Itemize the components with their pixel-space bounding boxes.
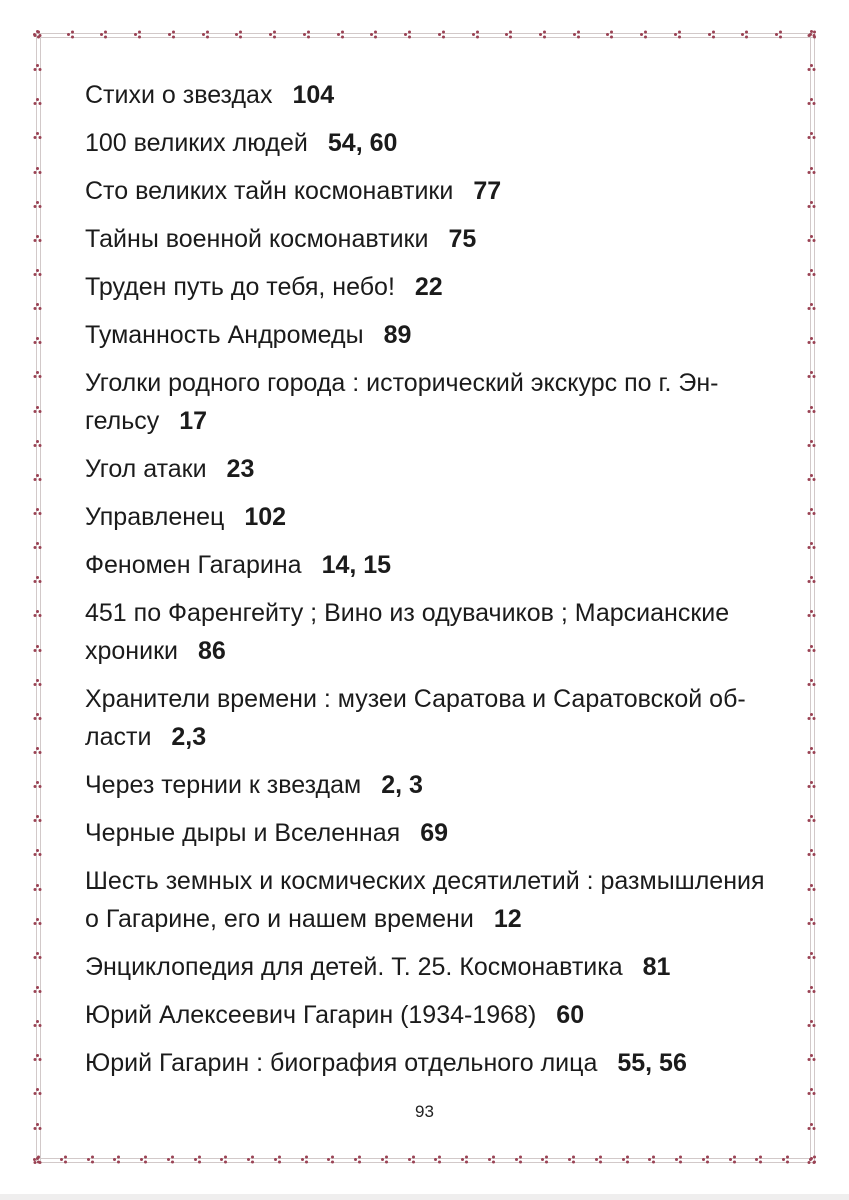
floral-heart-ornament-icon: [407, 1155, 416, 1164]
floral-heart-ornament-icon: [807, 200, 816, 209]
floral-heart-ornament-icon: [33, 883, 42, 892]
floral-heart-ornament-icon: [572, 30, 581, 39]
entry-page-numbers: 17: [179, 407, 208, 435]
floral-heart-ornament-icon: [33, 814, 42, 823]
floral-heart-ornament-icon: [33, 336, 42, 345]
floral-heart-ornament-icon: [33, 848, 42, 857]
floral-heart-ornament-icon: [33, 1156, 42, 1165]
entry-title: Туманность Андромеды: [85, 321, 364, 349]
floral-heart-ornament-icon: [246, 1155, 255, 1164]
floral-heart-ornament-icon: [540, 1155, 549, 1164]
index-entry: [85, 450, 785, 488]
floral-heart-ornament-icon: [59, 1155, 68, 1164]
index-entry: [85, 814, 785, 852]
index-entry: [85, 766, 785, 804]
floral-heart-ornament-icon: [33, 234, 42, 243]
floral-heart-ornament-icon: [300, 1155, 309, 1164]
index-entry: [85, 220, 785, 258]
entry-page-numbers: 81: [642, 953, 671, 981]
floral-heart-ornament-icon: [781, 1155, 790, 1164]
floral-heart-ornament-icon: [487, 1155, 496, 1164]
floral-heart-ornament-icon: [86, 1155, 95, 1164]
index-entry: [85, 680, 785, 756]
floral-heart-ornament-icon: [807, 746, 816, 755]
entry-page-numbers: 12: [493, 905, 522, 933]
floral-heart-ornament-icon: [33, 678, 42, 687]
entry-title: Тайны военной космонавтики: [85, 225, 429, 253]
entry-title: Юрий Алексеевич Гагарин (1934-1968): [85, 1001, 537, 1029]
entry-title: Хранители времени : музеи Саратова и Саратовской об-ласти: [85, 685, 746, 751]
floral-heart-ornament-icon: [403, 30, 412, 39]
index-entry: [85, 594, 785, 670]
entry-title: Феномен Гагарина: [85, 551, 302, 579]
floral-heart-ornament-icon: [807, 951, 816, 960]
floral-heart-ornament-icon: [33, 302, 42, 311]
floral-heart-ornament-icon: [807, 1156, 816, 1165]
floral-heart-ornament-icon: [33, 712, 42, 721]
floral-heart-ornament-icon: [433, 1155, 442, 1164]
floral-heart-ornament-icon: [807, 1053, 816, 1062]
floral-heart-ornament-icon: [504, 30, 513, 39]
floral-heart-ornament-icon: [201, 30, 210, 39]
floral-heart-ornament-icon: [336, 30, 345, 39]
floral-heart-ornament-icon: [807, 473, 816, 482]
floral-heart-ornament-icon: [33, 985, 42, 994]
entry-page-numbers: 77: [473, 177, 502, 205]
floral-heart-ornament-icon: [807, 166, 816, 175]
page-border-top: [32, 29, 817, 40]
floral-heart-ornament-icon: [701, 1155, 710, 1164]
entry-page-numbers: 14, 15: [321, 551, 392, 579]
floral-heart-ornament-icon: [807, 131, 816, 140]
index-entry: [85, 364, 785, 440]
floral-heart-ornament-icon: [471, 30, 480, 39]
floral-heart-ornament-icon: [774, 30, 783, 39]
floral-heart-ornament-icon: [807, 29, 816, 38]
index-entry: [85, 1044, 785, 1082]
floral-heart-ornament-icon: [538, 30, 547, 39]
floral-heart-ornament-icon: [33, 1019, 42, 1028]
floral-heart-ornament-icon: [273, 1155, 282, 1164]
floral-heart-ornament-icon: [268, 30, 277, 39]
floral-heart-ornament-icon: [219, 1155, 228, 1164]
entry-page-numbers: 2,3: [171, 723, 207, 751]
floral-heart-ornament-icon: [807, 985, 816, 994]
floral-heart-ornament-icon: [353, 1155, 362, 1164]
floral-heart-ornament-icon: [33, 1087, 42, 1096]
floral-heart-ornament-icon: [807, 63, 816, 72]
floral-heart-ornament-icon: [647, 1155, 656, 1164]
floral-heart-ornament-icon: [369, 30, 378, 39]
floral-heart-ornament-icon: [33, 63, 42, 72]
floral-heart-ornament-icon: [807, 336, 816, 345]
floral-heart-ornament-icon: [807, 302, 816, 311]
floral-heart-ornament-icon: [166, 1155, 175, 1164]
floral-heart-ornament-icon: [807, 439, 816, 448]
floral-heart-ornament-icon: [707, 30, 716, 39]
floral-heart-ornament-icon: [33, 507, 42, 516]
index-entry: [85, 124, 785, 162]
floral-heart-ornament-icon: [807, 917, 816, 926]
entry-page-numbers: 55, 56: [617, 1049, 687, 1077]
entry-title: Стихи о звездах: [85, 81, 273, 109]
floral-heart-ornament-icon: [807, 780, 816, 789]
floral-heart-ornament-icon: [33, 439, 42, 448]
floral-heart-ornament-icon: [807, 712, 816, 721]
index-entry: [85, 76, 785, 114]
entry-page-numbers: 69: [420, 819, 448, 847]
entry-page-numbers: 22: [414, 273, 443, 301]
floral-heart-ornament-icon: [460, 1155, 469, 1164]
page-border-left: [32, 29, 43, 1165]
entry-title: Через тернии к звездам: [85, 771, 362, 799]
entry-title: Юрий Гагарин : биография отдельного лица: [85, 1049, 598, 1077]
floral-heart-ornament-icon: [621, 1155, 630, 1164]
entry-page-numbers: 23: [226, 455, 255, 483]
entry-title: Черные дыры и Вселенная: [85, 819, 401, 847]
floral-heart-ornament-icon: [807, 814, 816, 823]
floral-heart-ornament-icon: [807, 97, 816, 106]
entry-title: Шесть земных и космических десятилетий : размышления о Гагарине, его и нашем времени: [85, 867, 765, 933]
entry-title: Управленец: [85, 503, 225, 531]
floral-heart-ornament-icon: [807, 268, 816, 277]
floral-heart-ornament-icon: [33, 609, 42, 618]
floral-heart-ornament-icon: [807, 234, 816, 243]
entry-title: 451 по Фаренгейту ; Вино из одувачиков ; Марсианские хроники: [85, 599, 730, 665]
page-border-right: [806, 29, 817, 1165]
floral-heart-ornament-icon: [33, 97, 42, 106]
index-entry: [85, 172, 785, 210]
floral-heart-ornament-icon: [139, 1155, 148, 1164]
entry-page-numbers: 54, 60: [327, 129, 398, 157]
entry-title: Труден путь до тебя, небо!: [85, 273, 395, 301]
index-entry: [85, 498, 785, 536]
entry-title: Энциклопедия для детей. Т. 25. Космонавтика: [85, 953, 623, 981]
floral-heart-ornament-icon: [193, 1155, 202, 1164]
floral-heart-ornament-icon: [807, 678, 816, 687]
entry-page-numbers: 104: [292, 81, 335, 109]
floral-heart-ornament-icon: [807, 644, 816, 653]
floral-heart-ornament-icon: [66, 30, 75, 39]
floral-heart-ornament-icon: [99, 30, 108, 39]
floral-heart-ornament-icon: [567, 1155, 576, 1164]
scan-edge-shadow: [0, 1194, 849, 1200]
index-list: [85, 76, 785, 1092]
floral-heart-ornament-icon: [807, 1087, 816, 1096]
floral-heart-ornament-icon: [807, 1122, 816, 1131]
entry-page-numbers: 60: [556, 1001, 585, 1029]
floral-heart-ornament-icon: [33, 29, 42, 38]
floral-heart-ornament-icon: [133, 30, 142, 39]
index-entry: [85, 546, 785, 584]
floral-heart-ornament-icon: [728, 1155, 737, 1164]
floral-heart-ornament-icon: [807, 848, 816, 857]
floral-heart-ornament-icon: [112, 1155, 121, 1164]
floral-heart-ornament-icon: [594, 1155, 603, 1164]
floral-heart-ornament-icon: [33, 166, 42, 175]
index-entry: [85, 948, 785, 986]
entry-page-numbers: 86: [197, 637, 226, 665]
floral-heart-ornament-icon: [754, 1155, 763, 1164]
floral-heart-ornament-icon: [33, 131, 42, 140]
floral-heart-ornament-icon: [807, 370, 816, 379]
floral-heart-ornament-icon: [167, 30, 176, 39]
floral-heart-ornament-icon: [807, 609, 816, 618]
floral-heart-ornament-icon: [33, 1122, 42, 1131]
floral-heart-ornament-icon: [514, 1155, 523, 1164]
floral-heart-ornament-icon: [33, 644, 42, 653]
floral-heart-ornament-icon: [33, 200, 42, 209]
entry-page-numbers: 102: [244, 503, 287, 531]
floral-heart-ornament-icon: [33, 746, 42, 755]
floral-heart-ornament-icon: [33, 780, 42, 789]
floral-heart-ornament-icon: [807, 883, 816, 892]
floral-heart-ornament-icon: [33, 473, 42, 482]
floral-heart-ornament-icon: [33, 370, 42, 379]
floral-heart-ornament-icon: [673, 30, 682, 39]
floral-heart-ornament-icon: [380, 1155, 389, 1164]
floral-heart-ornament-icon: [234, 30, 243, 39]
floral-heart-ornament-icon: [807, 541, 816, 550]
page-border-bottom: [32, 1154, 817, 1165]
entry-title: Уголки родного города : исторический экскурс по г. Эн-гельсу: [85, 369, 719, 435]
floral-heart-ornament-icon: [326, 1155, 335, 1164]
entry-page-numbers: 89: [383, 321, 412, 349]
floral-heart-ornament-icon: [33, 951, 42, 960]
floral-heart-ornament-icon: [33, 575, 42, 584]
index-entry: [85, 996, 785, 1034]
entry-title: Угол атаки: [85, 455, 207, 483]
floral-heart-ornament-icon: [674, 1155, 683, 1164]
entry-page-numbers: 2, 3: [381, 771, 423, 799]
entry-page-numbers: 75: [448, 225, 477, 253]
floral-heart-ornament-icon: [807, 1019, 816, 1028]
floral-heart-ornament-icon: [33, 1053, 42, 1062]
floral-heart-ornament-icon: [807, 405, 816, 414]
floral-heart-ornament-icon: [807, 507, 816, 516]
floral-heart-ornament-icon: [639, 30, 648, 39]
floral-heart-ornament-icon: [807, 575, 816, 584]
floral-heart-ornament-icon: [740, 30, 749, 39]
floral-heart-ornament-icon: [605, 30, 614, 39]
index-entry: [85, 862, 785, 938]
index-entry: [85, 316, 785, 354]
entry-title: 100 великих людей: [85, 129, 308, 157]
entry-title: Сто великих тайн космонавтики: [85, 177, 454, 205]
floral-heart-ornament-icon: [302, 30, 311, 39]
floral-heart-ornament-icon: [33, 917, 42, 926]
page-number: 93: [415, 1102, 434, 1121]
floral-heart-ornament-icon: [33, 541, 42, 550]
index-entry: [85, 268, 785, 306]
floral-heart-ornament-icon: [33, 405, 42, 414]
floral-heart-ornament-icon: [437, 30, 446, 39]
floral-heart-ornament-icon: [33, 268, 42, 277]
